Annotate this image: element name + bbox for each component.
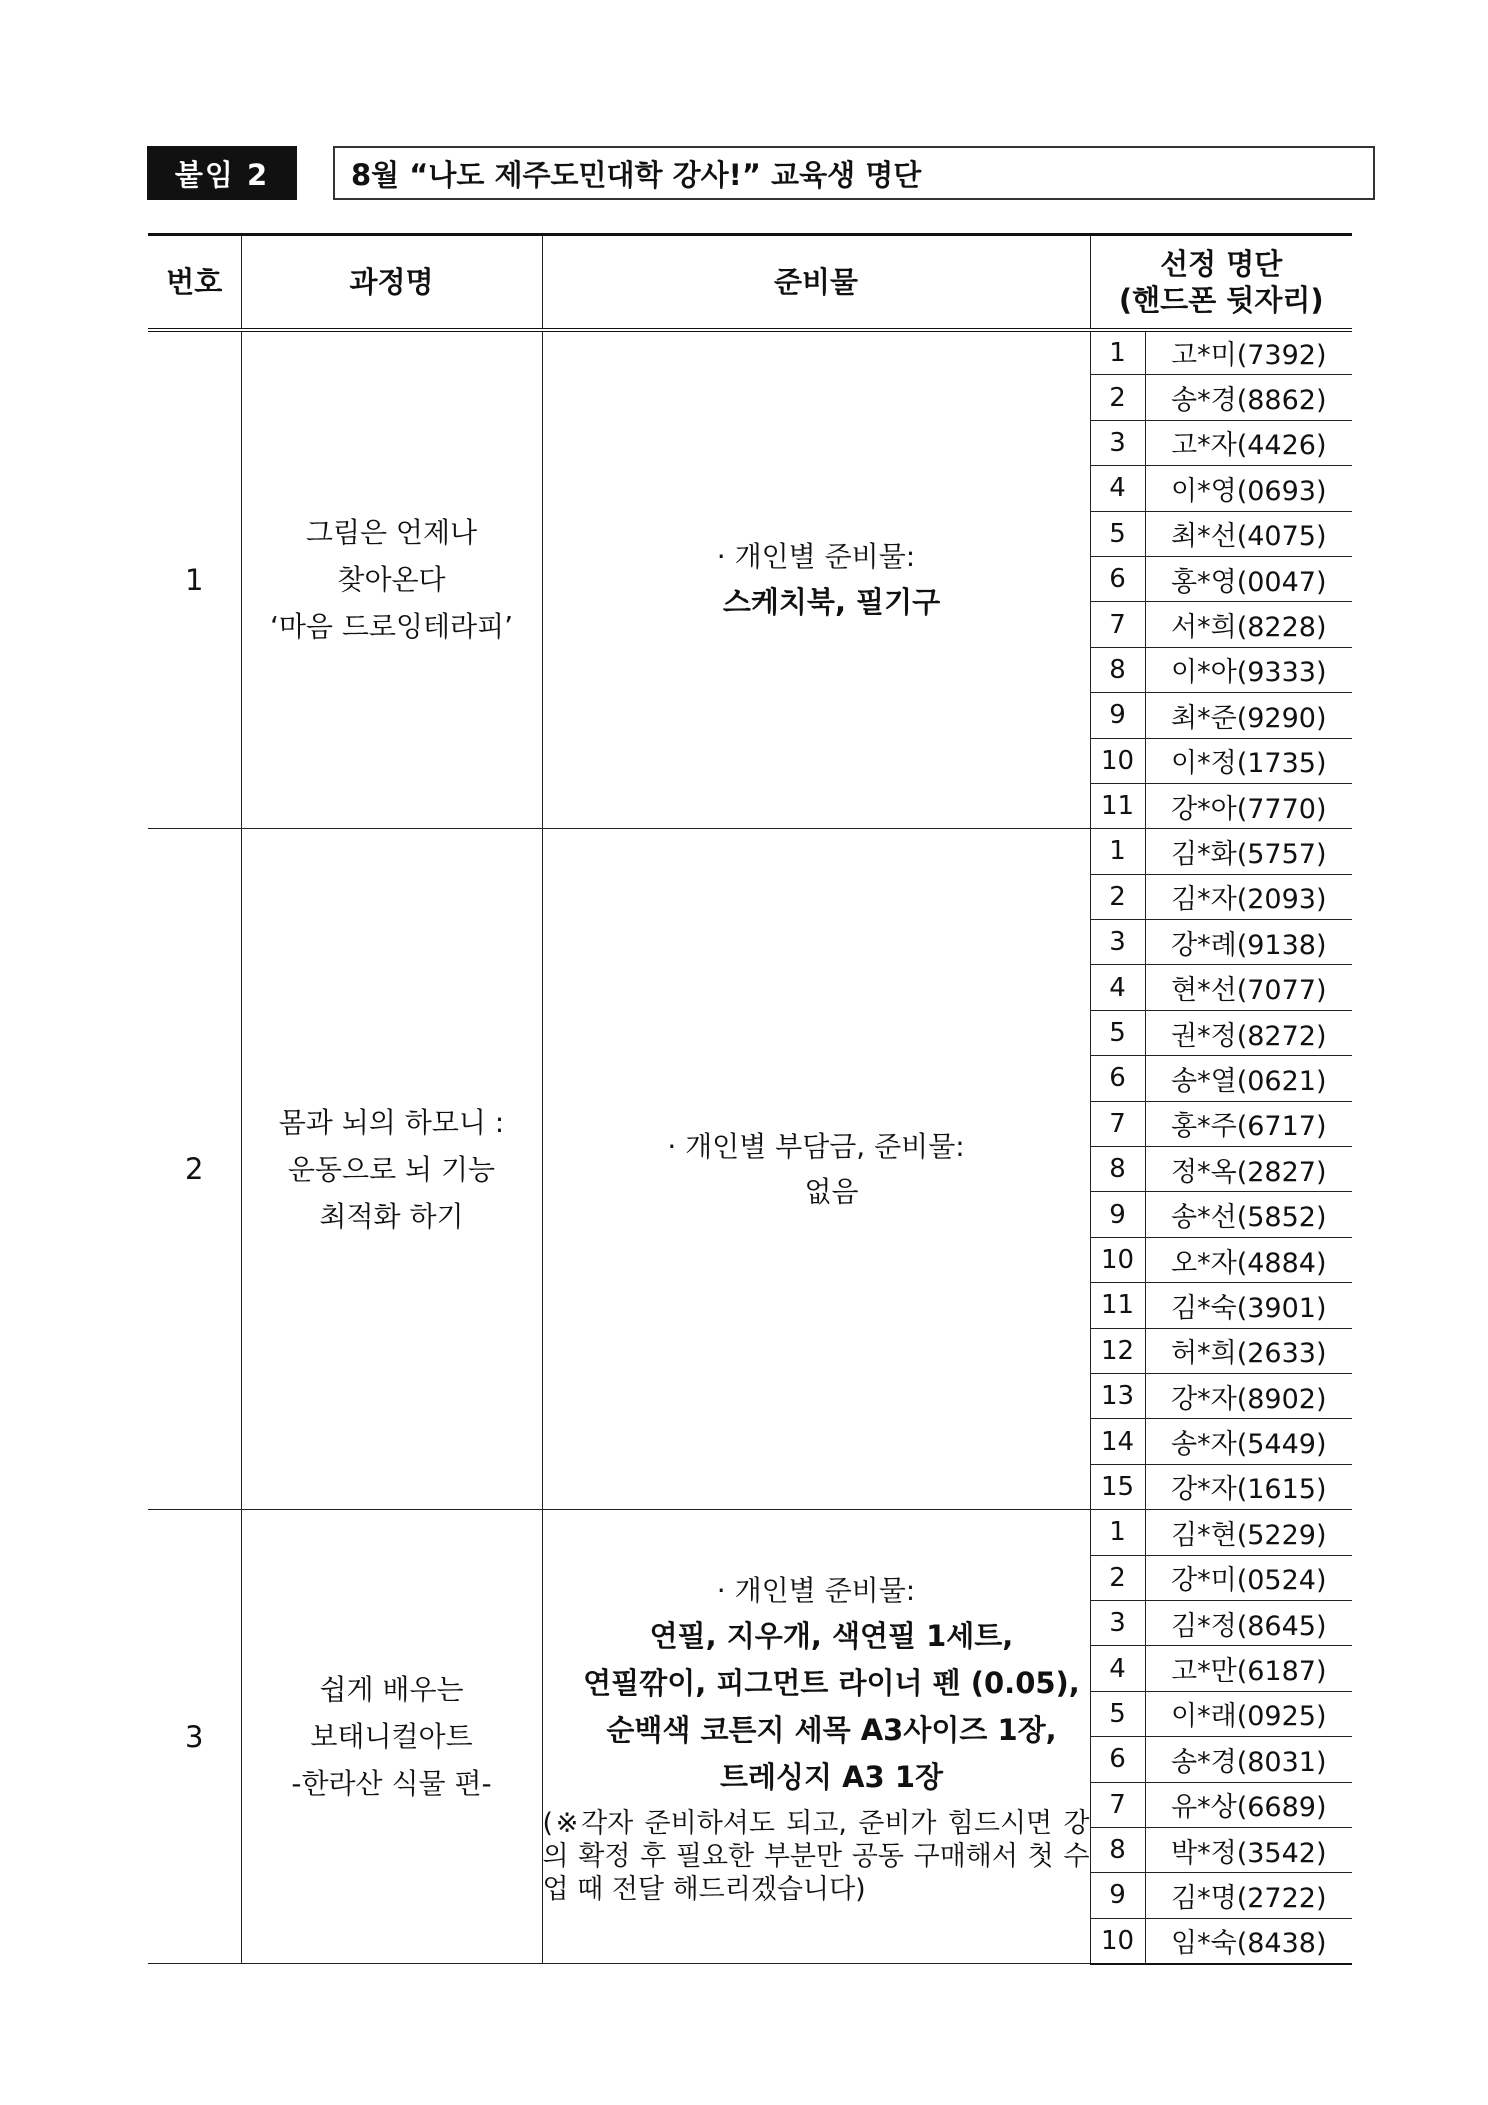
student-name: 홍*주(6717) <box>1145 1101 1352 1146</box>
prep-item: 트레싱지 A3 1장 <box>719 1759 944 1794</box>
student-index: 2 <box>1090 375 1145 420</box>
document-title: 8월 “나도 제주도민대학 강사!” 교육생 명단 <box>333 146 1375 200</box>
student-index: 6 <box>1090 1737 1145 1782</box>
attachment-tag: 붙임 2 <box>147 146 297 200</box>
document-header <box>147 146 1357 200</box>
student-name: 고*미(7392) <box>1145 330 1352 375</box>
col-header-number: 번호 <box>148 235 241 330</box>
table-row <box>148 1510 1352 1555</box>
student-index: 10 <box>1090 1237 1145 1282</box>
student-index: 1 <box>1090 829 1145 874</box>
student-index: 5 <box>1090 1691 1145 1736</box>
student-name: 송*경(8031) <box>1145 1737 1352 1782</box>
course-title-line: 운동으로 뇌 기능 <box>287 1152 496 1186</box>
course-title-line: 몸과 뇌의 하모니 : <box>278 1105 505 1139</box>
student-index: 7 <box>1090 602 1145 647</box>
student-name: 고*만(6187) <box>1145 1646 1352 1691</box>
student-index: 7 <box>1090 1101 1145 1146</box>
student-index: 2 <box>1090 1555 1145 1600</box>
roster-table <box>148 233 1352 1965</box>
prep-item: 연필깎이, 피그먼트 라이너 펜 (0.05), <box>583 1665 1080 1700</box>
student-index: 9 <box>1090 693 1145 738</box>
course-title-line: 쉽게 배우는 <box>319 1673 464 1707</box>
student-name: 이*영(0693) <box>1145 466 1352 511</box>
student-index: 8 <box>1090 1147 1145 1192</box>
student-name: 허*희(2633) <box>1145 1328 1352 1373</box>
student-name: 강*아(7770) <box>1145 783 1352 828</box>
student-name: 김*현(5229) <box>1145 1510 1352 1555</box>
table-row <box>148 829 1352 874</box>
student-name: 박*정(3542) <box>1145 1827 1352 1872</box>
col-header-course: 과정명 <box>241 235 542 330</box>
course-title-line: 보태니컬아트 <box>310 1720 473 1754</box>
student-name: 강*례(9138) <box>1145 920 1352 965</box>
student-name: 강*자(8902) <box>1145 1373 1352 1418</box>
student-index: 10 <box>1090 738 1145 783</box>
col-header-prep: 준비물 <box>542 235 1090 330</box>
student-index: 1 <box>1090 1510 1145 1555</box>
prep-label: · 개인별 준비물: <box>716 539 916 573</box>
course-number: 1 <box>148 330 241 829</box>
table-row <box>148 330 1352 375</box>
prep-item: 스케치북, 필기구 <box>722 584 941 619</box>
student-index: 2 <box>1090 874 1145 919</box>
student-index: 10 <box>1090 1918 1145 1963</box>
student-name: 김*정(8645) <box>1145 1600 1352 1645</box>
student-name: 송*자(5449) <box>1145 1419 1352 1464</box>
student-name: 현*선(7077) <box>1145 965 1352 1010</box>
student-name: 강*미(0524) <box>1145 1555 1352 1600</box>
prep-item: 순백색 코튼지 세목 A3사이즈 1장, <box>606 1712 1057 1747</box>
student-index: 11 <box>1090 783 1145 828</box>
student-name: 이*정(1735) <box>1145 738 1352 783</box>
student-index: 5 <box>1090 1010 1145 1055</box>
student-name: 김*화(5757) <box>1145 829 1352 874</box>
student-index: 11 <box>1090 1283 1145 1328</box>
col-header-selected-line1: 선정 명단 <box>1160 246 1283 281</box>
student-index: 14 <box>1090 1419 1145 1464</box>
student-index: 4 <box>1090 1646 1145 1691</box>
student-name: 정*옥(2827) <box>1145 1147 1352 1192</box>
student-index: 8 <box>1090 1827 1145 1872</box>
student-index: 9 <box>1090 1192 1145 1237</box>
prep-label: · 개인별 준비물: <box>716 1573 916 1607</box>
course-title-line: 최적화 하기 <box>319 1199 464 1233</box>
student-index: 5 <box>1090 511 1145 556</box>
prep-note: (※각자 준비하셔도 되고, 준비가 힘드시면 강의 확정 후 필요한 부분만 공동 구매해서 첫 수업 때 전달 해드리겠습니다) <box>542 1807 1090 1905</box>
student-index: 3 <box>1090 920 1145 965</box>
prep-item: 없음 <box>804 1175 859 1209</box>
roster-body <box>148 330 1352 1964</box>
course-number: 3 <box>148 1510 241 1964</box>
student-name: 송*열(0621) <box>1145 1056 1352 1101</box>
student-name: 서*희(8228) <box>1145 602 1352 647</box>
col-header-selected-line2: (핸드폰 뒷자리) <box>1118 282 1324 317</box>
student-name: 김*숙(3901) <box>1145 1283 1352 1328</box>
student-name: 최*선(4075) <box>1145 511 1352 556</box>
col-header-selected <box>1090 235 1352 330</box>
student-name: 김*자(2093) <box>1145 874 1352 919</box>
course-title <box>241 330 542 829</box>
course-title-line: ‘마음 드로잉테라피’ <box>269 610 514 644</box>
student-index: 13 <box>1090 1373 1145 1418</box>
student-name: 고*자(4426) <box>1145 420 1352 465</box>
course-title-line: 그림은 언제나 <box>305 516 478 550</box>
prep-label: · 개인별 부담금, 준비물: <box>667 1130 965 1164</box>
course-number: 2 <box>148 829 241 1510</box>
course-title <box>241 829 542 1510</box>
student-index: 4 <box>1090 466 1145 511</box>
student-name: 송*선(5852) <box>1145 1192 1352 1237</box>
student-index: 9 <box>1090 1873 1145 1918</box>
course-preparation <box>542 829 1090 1510</box>
student-index: 1 <box>1090 330 1145 375</box>
student-index: 6 <box>1090 556 1145 601</box>
student-name: 임*숙(8438) <box>1145 1918 1352 1963</box>
student-index: 3 <box>1090 1600 1145 1645</box>
student-index: 8 <box>1090 647 1145 692</box>
student-name: 송*경(8862) <box>1145 375 1352 420</box>
student-name: 권*정(8272) <box>1145 1010 1352 1055</box>
student-name: 오*자(4884) <box>1145 1237 1352 1282</box>
student-index: 6 <box>1090 1056 1145 1101</box>
student-name: 이*아(9333) <box>1145 647 1352 692</box>
student-name: 홍*영(0047) <box>1145 556 1352 601</box>
student-name: 유*상(6689) <box>1145 1782 1352 1827</box>
prep-item: 연필, 지우개, 색연필 1세트, <box>649 1618 1014 1653</box>
course-title-line: -한라산 식물 편- <box>291 1767 492 1801</box>
student-name: 강*자(1615) <box>1145 1464 1352 1509</box>
table-header-row <box>148 235 1352 330</box>
course-preparation <box>542 330 1090 829</box>
course-title <box>241 1510 542 1964</box>
student-index: 12 <box>1090 1328 1145 1373</box>
student-index: 3 <box>1090 420 1145 465</box>
student-name: 이*래(0925) <box>1145 1691 1352 1736</box>
student-index: 15 <box>1090 1464 1145 1509</box>
course-title-line: 찾아온다 <box>337 563 446 597</box>
student-name: 김*명(2722) <box>1145 1873 1352 1918</box>
student-index: 4 <box>1090 965 1145 1010</box>
course-preparation <box>542 1510 1090 1964</box>
student-index: 7 <box>1090 1782 1145 1827</box>
student-name: 최*준(9290) <box>1145 693 1352 738</box>
